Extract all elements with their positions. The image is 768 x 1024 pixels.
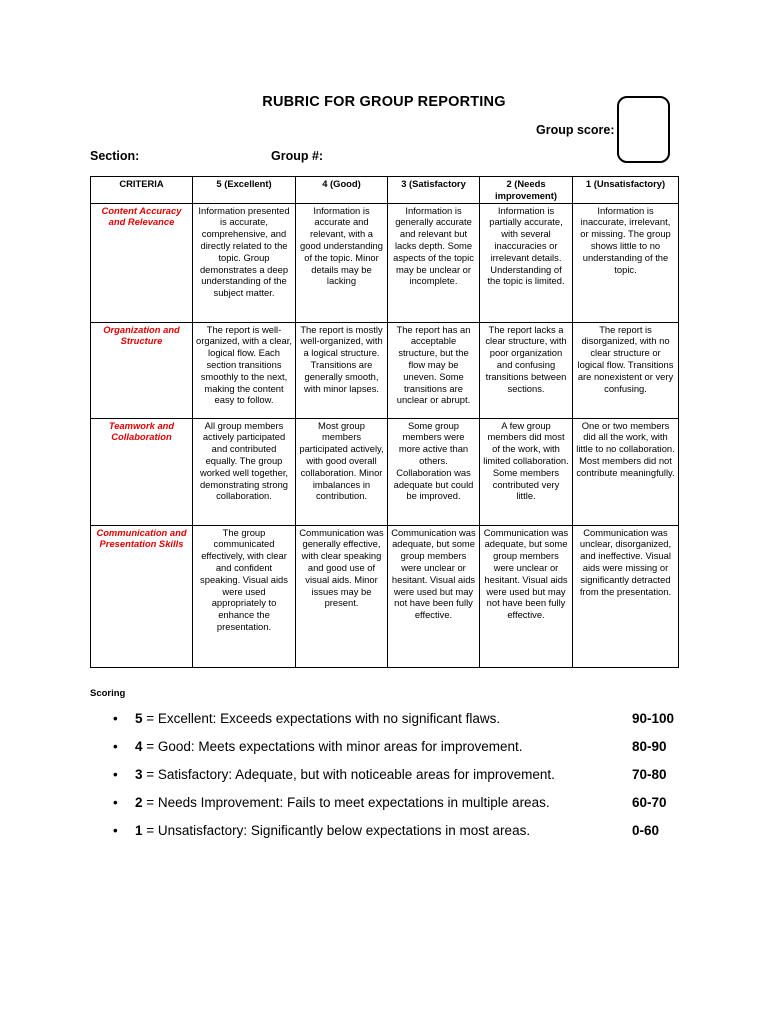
- header-score-1: 1 (Unsatisfactory): [573, 177, 679, 204]
- descriptor-cell: Communication was adequate, but some group members were unclear or hesitant. Visual aids were used but may not have been fully effective.: [388, 525, 480, 667]
- descriptor-cell: Information is accurate and relevant, with a good understanding of the topic. Minor details may be lacking: [296, 203, 388, 322]
- descriptor-cell: Communication was unclear, disorganized, and ineffective. Visual aids were missing or significantly detracted from the presentation.: [573, 525, 679, 667]
- scale-description: = Excellent: Exceeds expectations with no significant flaws.: [142, 711, 501, 726]
- descriptor-cell: Some group members were more active than others. Collaboration was adequate but could be improved.: [388, 418, 480, 525]
- header-score-5: 5 (Excellent): [193, 177, 296, 204]
- scale-description: = Satisfactory: Adequate, but with noticeable areas for improvement.: [142, 767, 555, 782]
- list-item: [0, 711, 768, 731]
- descriptor-cell: Most group members participated actively, with good overall collaboration. Minor imbalances in contribution.: [296, 418, 388, 525]
- group-number-label: Group #:: [271, 149, 324, 163]
- descriptor-cell: Information presented is accurate, comprehensive, and directly related to the topic. Group demonstrates a deep understanding of the subject matter.: [193, 203, 296, 322]
- header-score-2: 2 (Needs improvement): [480, 177, 573, 204]
- descriptor-cell: Information is partially accurate, with several inaccuracies or irrelevant details. Understanding of the topic is limited.: [480, 203, 573, 322]
- scale-number: 4: [135, 739, 143, 754]
- descriptor-cell: The report is mostly well-organized, with a logical structure. Transitions are generally smooth, with minor lapses.: [296, 322, 388, 418]
- scoring-label: Scoring: [90, 688, 126, 699]
- scale-range: 60-70: [632, 795, 667, 810]
- header-criteria: CRITERIA: [91, 177, 193, 204]
- descriptor-cell: The report is disorganized, with no clear structure or logical flow. Transitions are nonexistent or very confusing.: [573, 322, 679, 418]
- header-score-4: 4 (Good): [296, 177, 388, 204]
- list-item: [0, 795, 768, 815]
- scale-description: = Needs Improvement: Fails to meet expectations in multiple areas.: [142, 795, 550, 810]
- table-row: [91, 525, 679, 667]
- scale-range: 0-60: [632, 823, 660, 838]
- descriptor-cell: Information is generally accurate and relevant but lacks depth. Some aspects of the topic may be unclear or incomplete.: [388, 203, 480, 322]
- descriptor-cell: The group communicated effectively, with clear and confident speaking. Visual aids were used appropriately to enhance the presentation.: [193, 525, 296, 667]
- table-row: [91, 322, 679, 418]
- scale-number: 2: [135, 795, 143, 810]
- descriptor-cell: The report is well-organized, with a clear, logical flow. Each section transitions smoothly to the next, making the content easy to follow.: [193, 322, 296, 418]
- list-item: [0, 739, 768, 759]
- header-score-3: 3 (Satisfactory: [388, 177, 480, 204]
- table-header-row: [91, 177, 679, 204]
- bullet-icon: •: [113, 795, 118, 810]
- group-score-box[interactable]: [617, 96, 670, 163]
- bullet-icon: •: [113, 739, 118, 754]
- descriptor-cell: Information is inaccurate, irrelevant, or missing. The group shows little to no understanding of the topic.: [573, 203, 679, 322]
- descriptor-cell: All group members actively participated and contributed equally. The group worked well together, demonstrating strong collaboration.: [193, 418, 296, 525]
- scale-range: 70-80: [632, 767, 667, 782]
- section-label: Section:: [90, 149, 140, 163]
- page-title: RUBRIC FOR GROUP REPORTING: [262, 94, 506, 110]
- scale-description: = Unsatisfactory: Significantly below expectations in most areas.: [142, 823, 531, 838]
- criterion-cell: Communication and Presentation Skills: [91, 525, 193, 667]
- criterion-cell: Teamwork and Collaboration: [91, 418, 193, 525]
- scale-range: 80-90: [632, 739, 667, 754]
- bullet-icon: •: [113, 767, 118, 782]
- table-row: [91, 203, 679, 322]
- criterion-cell: Organization and Structure: [91, 322, 193, 418]
- descriptor-cell: Communication was adequate, but some group members were unclear or hesitant. Visual aids were used but may not have been fully effective.: [480, 525, 573, 667]
- descriptor-cell: Communication was generally effective, with clear speaking and good use of visual aids. Minor issues may be present.: [296, 525, 388, 667]
- scale-range: 90-100: [632, 711, 675, 726]
- group-score-label: Group score:: [536, 123, 615, 137]
- descriptor-cell: The report has an acceptable structure, but the flow may be uneven. Some transitions are unclear or abrupt.: [388, 322, 480, 418]
- scale-description: = Good: Meets expectations with minor areas for improvement.: [142, 739, 523, 754]
- list-item: [0, 767, 768, 787]
- scale-number: 1: [135, 823, 143, 838]
- bullet-icon: •: [113, 711, 118, 726]
- rubric-table: [90, 176, 679, 668]
- list-item: [0, 823, 768, 843]
- scale-number: 3: [135, 767, 143, 782]
- table-row: [91, 418, 679, 525]
- scale-number: 5: [135, 711, 143, 726]
- descriptor-cell: One or two members did all the work, with little to no collaboration. Most members did not contribute meaningfully.: [573, 418, 679, 525]
- descriptor-cell: The report lacks a clear structure, with poor organization and confusing transitions between sections.: [480, 322, 573, 418]
- criterion-cell: Content Accuracy and Relevance: [91, 203, 193, 322]
- bullet-icon: •: [113, 823, 118, 838]
- descriptor-cell: A few group members did most of the work, with limited collaboration. Some members contributed very little.: [480, 418, 573, 525]
